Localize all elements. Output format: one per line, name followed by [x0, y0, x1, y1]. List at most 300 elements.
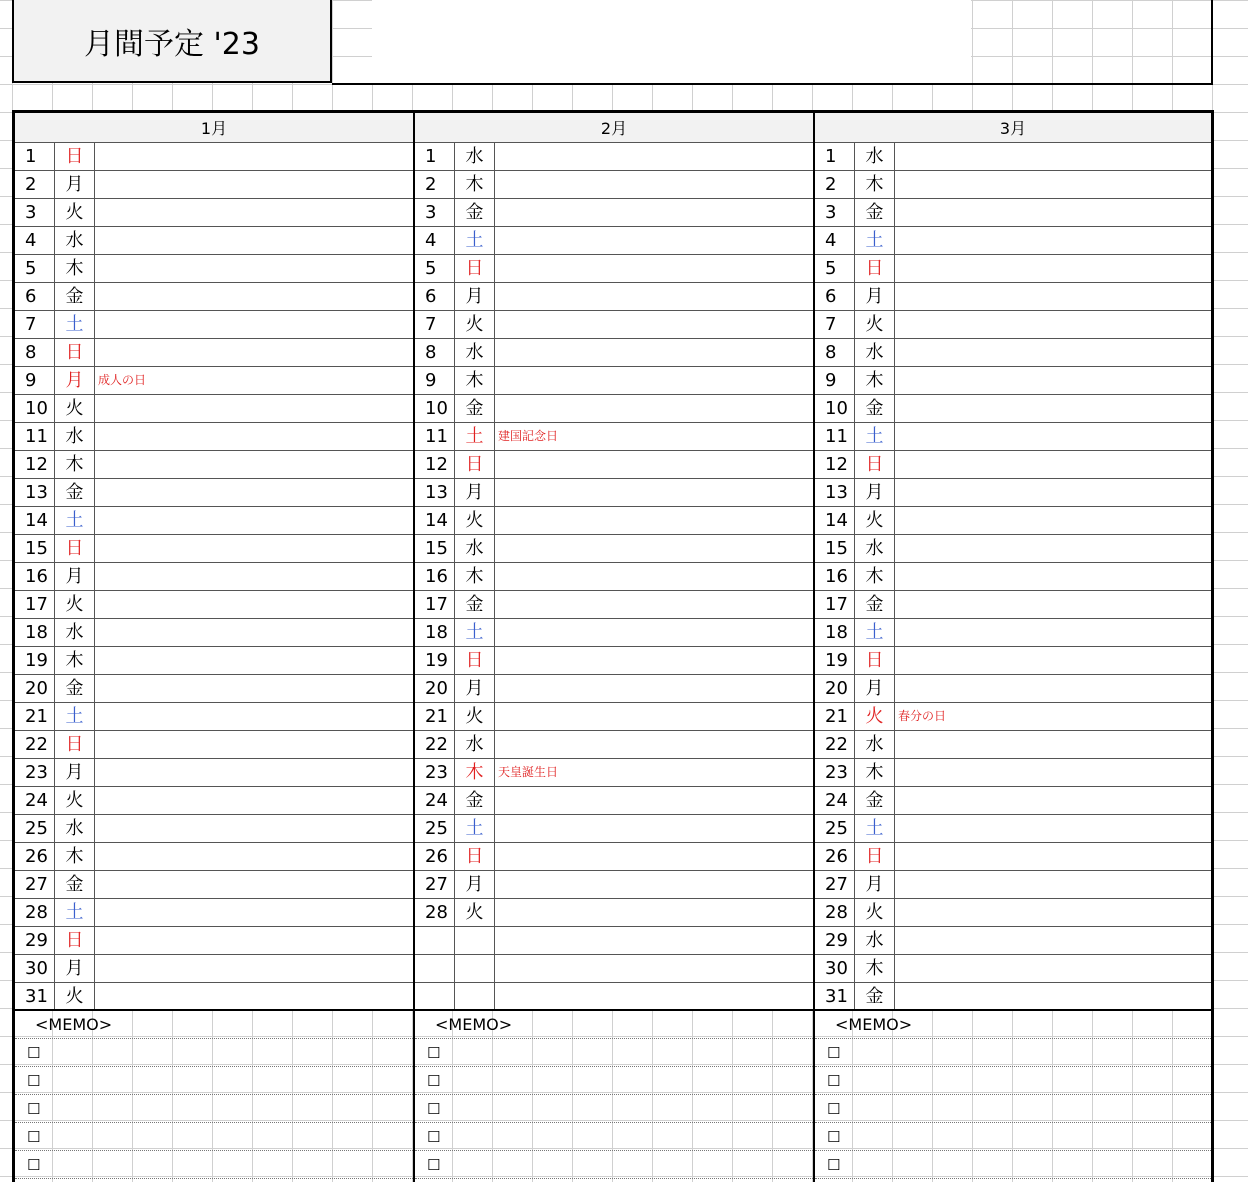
day-row[interactable]	[415, 479, 813, 507]
day-row[interactable]	[15, 871, 413, 899]
day-number: 17	[815, 591, 855, 618]
month-header: 1月	[15, 113, 413, 143]
day-number	[415, 927, 455, 954]
day-number: 30	[15, 955, 55, 982]
day-row[interactable]	[815, 619, 1211, 647]
schedule-cell[interactable]	[495, 199, 813, 226]
checkbox-icon[interactable]: ☐	[27, 1127, 41, 1146]
day-row[interactable]	[415, 619, 813, 647]
schedule-cell[interactable]	[95, 143, 413, 170]
checkbox-icon[interactable]: ☐	[827, 1071, 841, 1090]
day-number: 25	[815, 815, 855, 842]
schedule-cell[interactable]	[895, 871, 1211, 898]
weekday-label	[455, 955, 495, 982]
day-row[interactable]	[15, 395, 413, 423]
weekday-label: 日	[855, 451, 895, 478]
schedule-cell[interactable]	[495, 563, 813, 590]
schedule-cell[interactable]	[895, 199, 1211, 226]
weekday-label: 木	[455, 171, 495, 198]
schedule-cell[interactable]	[895, 647, 1211, 674]
holiday-name[interactable]: 建国記念日	[498, 429, 559, 443]
day-row[interactable]	[415, 423, 813, 451]
checkbox-icon[interactable]: ☐	[427, 1155, 441, 1174]
day-row[interactable]	[815, 395, 1211, 423]
day-row[interactable]	[815, 563, 1211, 591]
schedule-cell[interactable]	[95, 983, 413, 1009]
weekday-label: 月	[855, 675, 895, 702]
day-row[interactable]	[15, 619, 413, 647]
day-number: 9	[15, 367, 55, 394]
checkbox-icon[interactable]: ☐	[27, 1043, 41, 1062]
schedule-cell[interactable]	[495, 311, 813, 338]
schedule-cell[interactable]	[95, 479, 413, 506]
schedule-cell[interactable]	[95, 815, 413, 842]
schedule-cell[interactable]	[95, 563, 413, 590]
day-row[interactable]	[815, 787, 1211, 815]
day-number: 17	[415, 591, 455, 618]
day-row[interactable]	[15, 843, 413, 871]
day-row[interactable]	[815, 927, 1211, 955]
title-notes-area[interactable]	[332, 0, 1213, 85]
day-row[interactable]	[815, 367, 1211, 395]
day-row[interactable]	[815, 983, 1211, 1011]
day-number: 18	[15, 619, 55, 646]
schedule-cell[interactable]	[495, 927, 813, 954]
schedule-cell[interactable]	[95, 451, 413, 478]
schedule-cell[interactable]	[495, 283, 813, 310]
schedule-cell[interactable]	[495, 871, 813, 898]
checkbox-icon[interactable]: ☐	[827, 1127, 841, 1146]
memo-label: <MEMO>	[415, 1011, 813, 1039]
day-number: 27	[815, 871, 855, 898]
weekday-label: 土	[855, 423, 895, 450]
day-number: 5	[815, 255, 855, 282]
schedule-cell[interactable]	[895, 619, 1211, 646]
month-column-3	[815, 113, 1211, 1182]
day-row[interactable]	[415, 759, 813, 787]
schedule-cell[interactable]	[895, 787, 1211, 814]
schedule-cell[interactable]	[95, 227, 413, 254]
day-row[interactable]	[815, 311, 1211, 339]
day-number: 16	[415, 563, 455, 590]
schedule-cell[interactable]	[495, 451, 813, 478]
day-row[interactable]	[815, 759, 1211, 787]
day-row[interactable]	[815, 479, 1211, 507]
day-row[interactable]	[15, 143, 413, 171]
day-number: 5	[15, 255, 55, 282]
schedule-cell[interactable]	[895, 339, 1211, 366]
checkbox-icon[interactable]: ☐	[427, 1127, 441, 1146]
memo-line[interactable]	[415, 1095, 813, 1123]
weekday-label: 土	[855, 619, 895, 646]
weekday-label: 木	[855, 171, 895, 198]
day-number: 22	[815, 731, 855, 758]
day-number: 19	[815, 647, 855, 674]
weekday-label: 水	[455, 535, 495, 562]
day-row[interactable]	[815, 143, 1211, 171]
day-row[interactable]	[415, 927, 813, 955]
day-row[interactable]	[815, 899, 1211, 927]
checkbox-icon[interactable]: ☐	[427, 1099, 441, 1118]
day-row[interactable]	[415, 843, 813, 871]
memo-line[interactable]	[815, 1095, 1211, 1123]
schedule-cell[interactable]	[95, 871, 413, 898]
holiday-name[interactable]: 成人の日	[98, 373, 147, 387]
day-row[interactable]	[15, 927, 413, 955]
weekday-label: 木	[855, 759, 895, 786]
memo-label: <MEMO>	[15, 1011, 413, 1039]
day-row[interactable]	[415, 283, 813, 311]
day-row[interactable]	[815, 423, 1211, 451]
weekday-label: 水	[55, 423, 95, 450]
weekday-label: 月	[855, 871, 895, 898]
holiday-name[interactable]: 天皇誕生日	[498, 765, 559, 779]
schedule-cell[interactable]	[895, 843, 1211, 870]
schedule-cell[interactable]	[95, 255, 413, 282]
day-row[interactable]	[15, 283, 413, 311]
schedule-cell[interactable]	[495, 731, 813, 758]
schedule-cell[interactable]	[895, 311, 1211, 338]
day-row[interactable]	[15, 647, 413, 675]
schedule-cell[interactable]	[95, 283, 413, 310]
day-row[interactable]	[415, 143, 813, 171]
schedule-cell[interactable]	[95, 843, 413, 870]
schedule-cell[interactable]	[895, 815, 1211, 842]
schedule-cell[interactable]	[895, 731, 1211, 758]
day-row[interactable]	[15, 955, 413, 983]
day-number: 28	[815, 899, 855, 926]
weekday-label: 月	[455, 871, 495, 898]
day-row[interactable]	[815, 703, 1211, 731]
weekday-label: 日	[455, 451, 495, 478]
checkbox-icon[interactable]: ☐	[427, 1043, 441, 1062]
day-row[interactable]	[815, 843, 1211, 871]
weekday-label: 日	[55, 535, 95, 562]
weekday-label: 金	[455, 591, 495, 618]
day-row[interactable]	[15, 787, 413, 815]
weekday-label: 金	[855, 199, 895, 226]
day-row[interactable]	[15, 339, 413, 367]
day-row[interactable]	[15, 703, 413, 731]
day-row[interactable]	[15, 759, 413, 787]
schedule-cell[interactable]	[495, 171, 813, 198]
memo-line[interactable]	[15, 1067, 413, 1095]
memo-line[interactable]	[15, 1123, 413, 1151]
memo-line[interactable]	[415, 1039, 813, 1067]
schedule-cell[interactable]	[95, 703, 413, 730]
day-number: 4	[415, 227, 455, 254]
day-row[interactable]	[815, 171, 1211, 199]
weekday-label: 月	[855, 283, 895, 310]
day-row[interactable]	[815, 199, 1211, 227]
day-row[interactable]	[15, 591, 413, 619]
day-row[interactable]	[15, 311, 413, 339]
weekday-label: 土	[855, 815, 895, 842]
schedule-cell[interactable]	[495, 647, 813, 674]
day-row[interactable]	[415, 787, 813, 815]
schedule-cell[interactable]	[95, 535, 413, 562]
day-number: 21	[15, 703, 55, 730]
schedule-cell[interactable]	[95, 759, 413, 786]
page-title: 月間予定 '23	[12, 0, 332, 83]
schedule-cell[interactable]	[495, 255, 813, 282]
weekday-label: 金	[55, 871, 95, 898]
day-row[interactable]	[815, 227, 1211, 255]
day-row[interactable]	[15, 815, 413, 843]
memo-line[interactable]	[15, 1039, 413, 1067]
schedule-cell[interactable]	[95, 311, 413, 338]
day-row[interactable]	[815, 451, 1211, 479]
day-row[interactable]	[15, 479, 413, 507]
day-number: 2	[815, 171, 855, 198]
day-row[interactable]	[15, 899, 413, 927]
title-blank-cell[interactable]	[372, 0, 971, 83]
checkbox-icon[interactable]: ☐	[27, 1099, 41, 1118]
day-row[interactable]	[815, 255, 1211, 283]
schedule-cell[interactable]	[95, 199, 413, 226]
day-number: 14	[15, 507, 55, 534]
checkbox-icon[interactable]: ☐	[827, 1155, 841, 1174]
schedule-cell[interactable]	[95, 395, 413, 422]
day-number: 21	[415, 703, 455, 730]
day-row[interactable]	[15, 675, 413, 703]
day-row[interactable]	[15, 731, 413, 759]
day-number: 7	[415, 311, 455, 338]
weekday-label: 火	[855, 703, 895, 730]
day-row[interactable]	[415, 535, 813, 563]
schedule-cell[interactable]	[895, 591, 1211, 618]
day-number: 16	[15, 563, 55, 590]
weekday-label: 水	[455, 731, 495, 758]
schedule-cell[interactable]	[495, 703, 813, 730]
checkbox-icon[interactable]: ☐	[827, 1099, 841, 1118]
day-row[interactable]	[815, 591, 1211, 619]
schedule-cell[interactable]	[495, 843, 813, 870]
memo-line[interactable]	[815, 1123, 1211, 1151]
day-number: 2	[15, 171, 55, 198]
schedule-cell[interactable]	[495, 143, 813, 170]
weekday-label: 火	[55, 983, 95, 1009]
day-row[interactable]	[415, 675, 813, 703]
schedule-cell[interactable]	[895, 507, 1211, 534]
schedule-cell[interactable]	[95, 507, 413, 534]
day-number: 14	[815, 507, 855, 534]
day-row[interactable]	[415, 815, 813, 843]
day-row[interactable]	[15, 983, 413, 1011]
schedule-cell[interactable]	[95, 927, 413, 954]
day-row[interactable]	[15, 507, 413, 535]
schedule-cell[interactable]	[95, 423, 413, 450]
checkbox-icon[interactable]: ☐	[427, 1071, 441, 1090]
day-row[interactable]	[415, 731, 813, 759]
day-number: 12	[415, 451, 455, 478]
schedule-cell[interactable]	[495, 395, 813, 422]
day-number: 26	[415, 843, 455, 870]
day-row[interactable]	[815, 955, 1211, 983]
day-row[interactable]	[415, 199, 813, 227]
schedule-cell[interactable]	[95, 339, 413, 366]
day-row[interactable]	[815, 731, 1211, 759]
memo-line[interactable]	[815, 1067, 1211, 1095]
weekday-label	[455, 983, 495, 1009]
day-number: 29	[815, 927, 855, 954]
weekday-label: 月	[455, 675, 495, 702]
day-number: 3	[815, 199, 855, 226]
day-number: 18	[415, 619, 455, 646]
day-number	[415, 983, 455, 1009]
weekday-label: 金	[55, 479, 95, 506]
schedule-cell[interactable]	[895, 143, 1211, 170]
day-row[interactable]	[15, 255, 413, 283]
schedule-cell[interactable]	[895, 927, 1211, 954]
schedule-cell[interactable]	[495, 815, 813, 842]
schedule-cell[interactable]	[495, 899, 813, 926]
schedule-cell[interactable]	[95, 899, 413, 926]
weekday-label: 土	[855, 227, 895, 254]
schedule-cell[interactable]	[95, 675, 413, 702]
day-row[interactable]	[15, 535, 413, 563]
day-row[interactable]	[415, 899, 813, 927]
weekday-label: 火	[455, 311, 495, 338]
day-number: 28	[15, 899, 55, 926]
day-row[interactable]	[415, 983, 813, 1011]
day-row[interactable]	[415, 255, 813, 283]
memo-line[interactable]	[15, 1095, 413, 1123]
day-row[interactable]	[815, 339, 1211, 367]
day-row[interactable]	[815, 675, 1211, 703]
weekday-label: 水	[855, 339, 895, 366]
schedule-cell[interactable]	[495, 983, 813, 1009]
schedule-cell[interactable]	[895, 955, 1211, 982]
schedule-cell[interactable]	[495, 619, 813, 646]
day-row[interactable]	[415, 703, 813, 731]
day-number: 8	[415, 339, 455, 366]
schedule-cell[interactable]	[495, 507, 813, 534]
day-number: 31	[815, 983, 855, 1009]
day-number: 17	[15, 591, 55, 618]
schedule-cell[interactable]	[495, 591, 813, 618]
schedule-cell[interactable]	[495, 675, 813, 702]
schedule-cell[interactable]	[495, 479, 813, 506]
schedule-cell[interactable]	[495, 339, 813, 366]
schedule-cell[interactable]	[895, 227, 1211, 254]
day-row[interactable]	[815, 535, 1211, 563]
day-number: 2	[415, 171, 455, 198]
day-row[interactable]	[415, 227, 813, 255]
schedule-cell[interactable]	[895, 283, 1211, 310]
schedule-cell[interactable]	[95, 731, 413, 758]
schedule-cell[interactable]	[895, 563, 1211, 590]
schedule-cell[interactable]	[95, 647, 413, 674]
schedule-cell[interactable]	[95, 955, 413, 982]
schedule-cell[interactable]	[895, 675, 1211, 702]
day-row[interactable]	[815, 507, 1211, 535]
day-number: 4	[15, 227, 55, 254]
day-row[interactable]	[15, 171, 413, 199]
checkbox-icon[interactable]: ☐	[27, 1155, 41, 1174]
day-row[interactable]	[15, 367, 413, 395]
schedule-cell[interactable]	[95, 787, 413, 814]
weekday-label: 火	[455, 899, 495, 926]
day-row[interactable]	[415, 647, 813, 675]
schedule-cell[interactable]	[895, 451, 1211, 478]
day-row[interactable]	[415, 395, 813, 423]
memo-line[interactable]	[415, 1123, 813, 1151]
weekday-label: 火	[55, 395, 95, 422]
schedule-cell[interactable]	[895, 479, 1211, 506]
schedule-cell[interactable]	[495, 535, 813, 562]
weekday-label: 水	[855, 731, 895, 758]
weekday-label: 月	[55, 367, 95, 394]
day-row[interactable]	[415, 171, 813, 199]
day-row[interactable]	[15, 423, 413, 451]
day-row[interactable]	[15, 563, 413, 591]
day-number: 23	[415, 759, 455, 786]
weekday-label: 金	[455, 199, 495, 226]
holiday-name[interactable]: 春分の日	[898, 709, 947, 723]
day-row[interactable]	[15, 227, 413, 255]
memo-label: <MEMO>	[815, 1011, 1211, 1039]
schedule-cell[interactable]	[95, 619, 413, 646]
day-row[interactable]	[15, 451, 413, 479]
day-row[interactable]	[815, 815, 1211, 843]
checkbox-icon[interactable]: ☐	[27, 1071, 41, 1090]
day-row[interactable]	[415, 563, 813, 591]
schedule-cell[interactable]	[895, 395, 1211, 422]
day-row[interactable]	[415, 451, 813, 479]
day-number: 13	[415, 479, 455, 506]
day-row[interactable]	[815, 647, 1211, 675]
schedule-cell[interactable]	[895, 759, 1211, 786]
weekday-label: 金	[855, 983, 895, 1009]
schedule-cell[interactable]	[895, 423, 1211, 450]
schedule-cell[interactable]	[895, 171, 1211, 198]
day-row[interactable]	[415, 871, 813, 899]
day-number: 1	[815, 143, 855, 170]
memo-line[interactable]	[815, 1151, 1211, 1179]
day-row[interactable]	[415, 339, 813, 367]
memo-line[interactable]	[15, 1151, 413, 1179]
day-number: 24	[415, 787, 455, 814]
schedule-cell[interactable]	[895, 255, 1211, 282]
schedule-cell[interactable]	[495, 227, 813, 254]
day-row[interactable]	[415, 367, 813, 395]
schedule-cell[interactable]	[895, 899, 1211, 926]
day-number: 15	[15, 535, 55, 562]
schedule-cell[interactable]	[95, 591, 413, 618]
memo-line[interactable]	[415, 1151, 813, 1179]
day-row[interactable]	[15, 199, 413, 227]
day-row[interactable]	[415, 311, 813, 339]
schedule-cell[interactable]	[895, 535, 1211, 562]
schedule-cell[interactable]	[895, 367, 1211, 394]
schedule-cell[interactable]	[495, 787, 813, 814]
day-row[interactable]	[415, 507, 813, 535]
schedule-cell[interactable]	[95, 171, 413, 198]
schedule-cell[interactable]	[495, 955, 813, 982]
weekday-label: 金	[455, 395, 495, 422]
day-row[interactable]	[415, 591, 813, 619]
memo-line[interactable]	[815, 1039, 1211, 1067]
weekday-label: 木	[55, 843, 95, 870]
schedule-cell[interactable]	[895, 983, 1211, 1009]
checkbox-icon[interactable]: ☐	[827, 1043, 841, 1062]
schedule-cell[interactable]	[495, 367, 813, 394]
day-row[interactable]	[415, 955, 813, 983]
day-row[interactable]	[815, 283, 1211, 311]
day-row[interactable]	[815, 871, 1211, 899]
memo-line[interactable]	[415, 1067, 813, 1095]
